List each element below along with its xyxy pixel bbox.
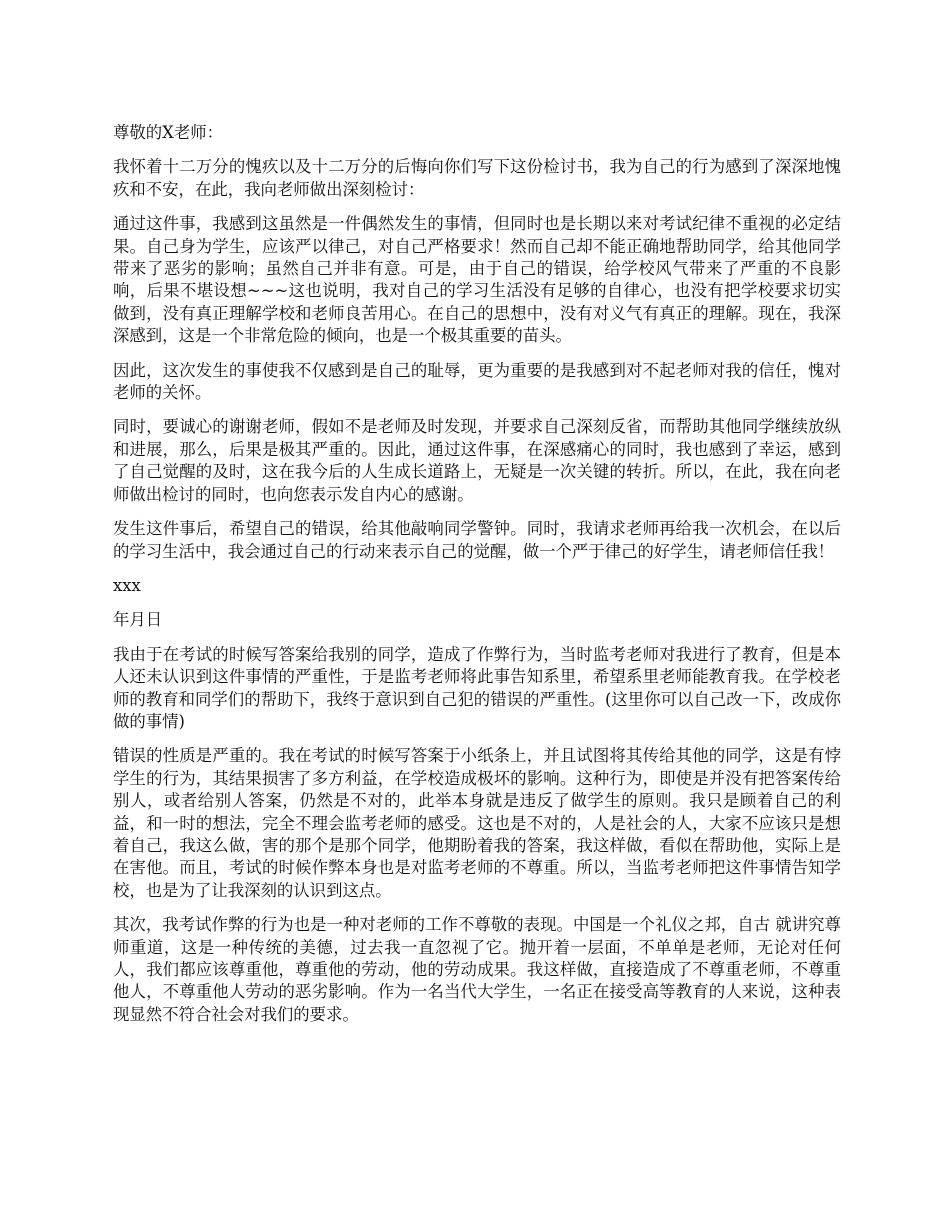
date: 年月日 bbox=[113, 610, 163, 630]
paragraph-1: 我怀着十二万分的愧疚以及十二万分的后悔向你们写下这份检讨书，我为自己的行为感到了深深地愧疚和不安，在此，我向老师做出深刻检讨： bbox=[113, 157, 841, 199]
paragraph-3: 因此，这次发生的事使我不仅感到是自己的耻辱，更为重要的是我感到对不起老师对我的信任，愧对老师的关怀。 bbox=[113, 360, 841, 403]
paragraph-8: 其次，我考试作弊的行为也是一种对老师的工作不尊敬的表现。中国是一个礼仪之邦，自古 就讲究尊师重道，这是一种传统的美德，过去我一直忽视了它。抛开着一层面，不单单是老师，无论对任何人，我们都应该尊重他，尊重他的劳动，他的劳动成果。我这样做，直接造成了不尊重老师，不尊重他人，不尊重他人劳动的恶劣影响。作为一名当代大学生，一名正在接受高等教育的人来说，这种表现显然不符合社会对我们的要求。 bbox=[113, 915, 841, 1024]
paragraph-4: 同时，要诚心的谢谢老师，假如不是老师及时发现，并要求自己深刻反省，而帮助其他同学继续放纵和进展，那么，后果是极其严重的。因此，通过这件事，在深感痛心的同时，我也感到了幸运，感到了自己觉醒的及时，这在我今后的人生成长道路上，无疑是一次关键的转折。所以，在此，我在向老师做出检讨的同时，也向您表示发自内心的感谢。 bbox=[113, 417, 841, 504]
document-page bbox=[113, 122, 841, 1038]
paragraph-2: 通过这件事，我感到这虽然是一件偶然发生的事情，但同时也是长期以来对考试纪律不重视的必定结果。自己身为学生，应该严以律己，对自己严格要求！然而自己却不能正确地帮助同学，给其他同学带来了恶劣的影响；虽然自己并非有意。可是，由于自己的错误，给学校风气带来了严重的不良影响，后果不堪设想~~~这也说明，我对自己的学习生活没有足够的自律心，也没有把学校要求切实做到，没有真正理解学校和老师良苦用心。在自己的思想中，没有对义气有真正的理解。现在，我深深感到，这是一个非常危险的倾向，也是一个极其重要的苗头。 bbox=[113, 214, 841, 346]
paragraph-7: 错误的性质是严重的。我在考试的时候写答案于小纸条上，并且试图将其传给其他的同学，这是有悖学生的行为，其结果损害了多方利益，在学校造成极坏的影响。这种行为，即使是并没有把答案传给别人，或者给别人答案，仍然是不对的，此举本身就是违反了做学生的原则。我只是顾着自己的利益，和一时的想法，完全不理会监考老师的感受。这也是不对的，人是社会的人，大家不应该只是想着自己，我这么做，害的那个是那个同学，他期盼着我的答案，我这样做，看似在帮助他，实际上是在害他。而且，考试的时候作弊本身也是对监考老师的不尊重。所以，当监考老师把这件事情告知学校，也是为了让我深刻的认识到这点。 bbox=[113, 746, 841, 900]
paragraph-6: 我由于在考试的时候写答案给我别的同学，造成了作弊行为，当时监考老师对我进行了教育，但是本人还未认识到这件事情的严重性，于是监考老师将此事告知系里，希望系里老师能教育我。在学校老师的教育和同学们的帮助下，我终于意识到自己犯的错误的严重性。(这里你可以自己改一下，改成你做的事情) bbox=[113, 644, 841, 731]
signature: xxx bbox=[113, 575, 141, 595]
paragraph-5: 发生这件事后，希望自己的错误，给其他敲响同学警钟。同时，我请求老师再给我一次机会，在以后的学习生活中，我会通过自己的行动来表示自己的觉醒，做一个严于律己的好学生，请老师信任我！ bbox=[113, 519, 841, 561]
salutation: 尊敬的X老师： bbox=[113, 123, 224, 142]
